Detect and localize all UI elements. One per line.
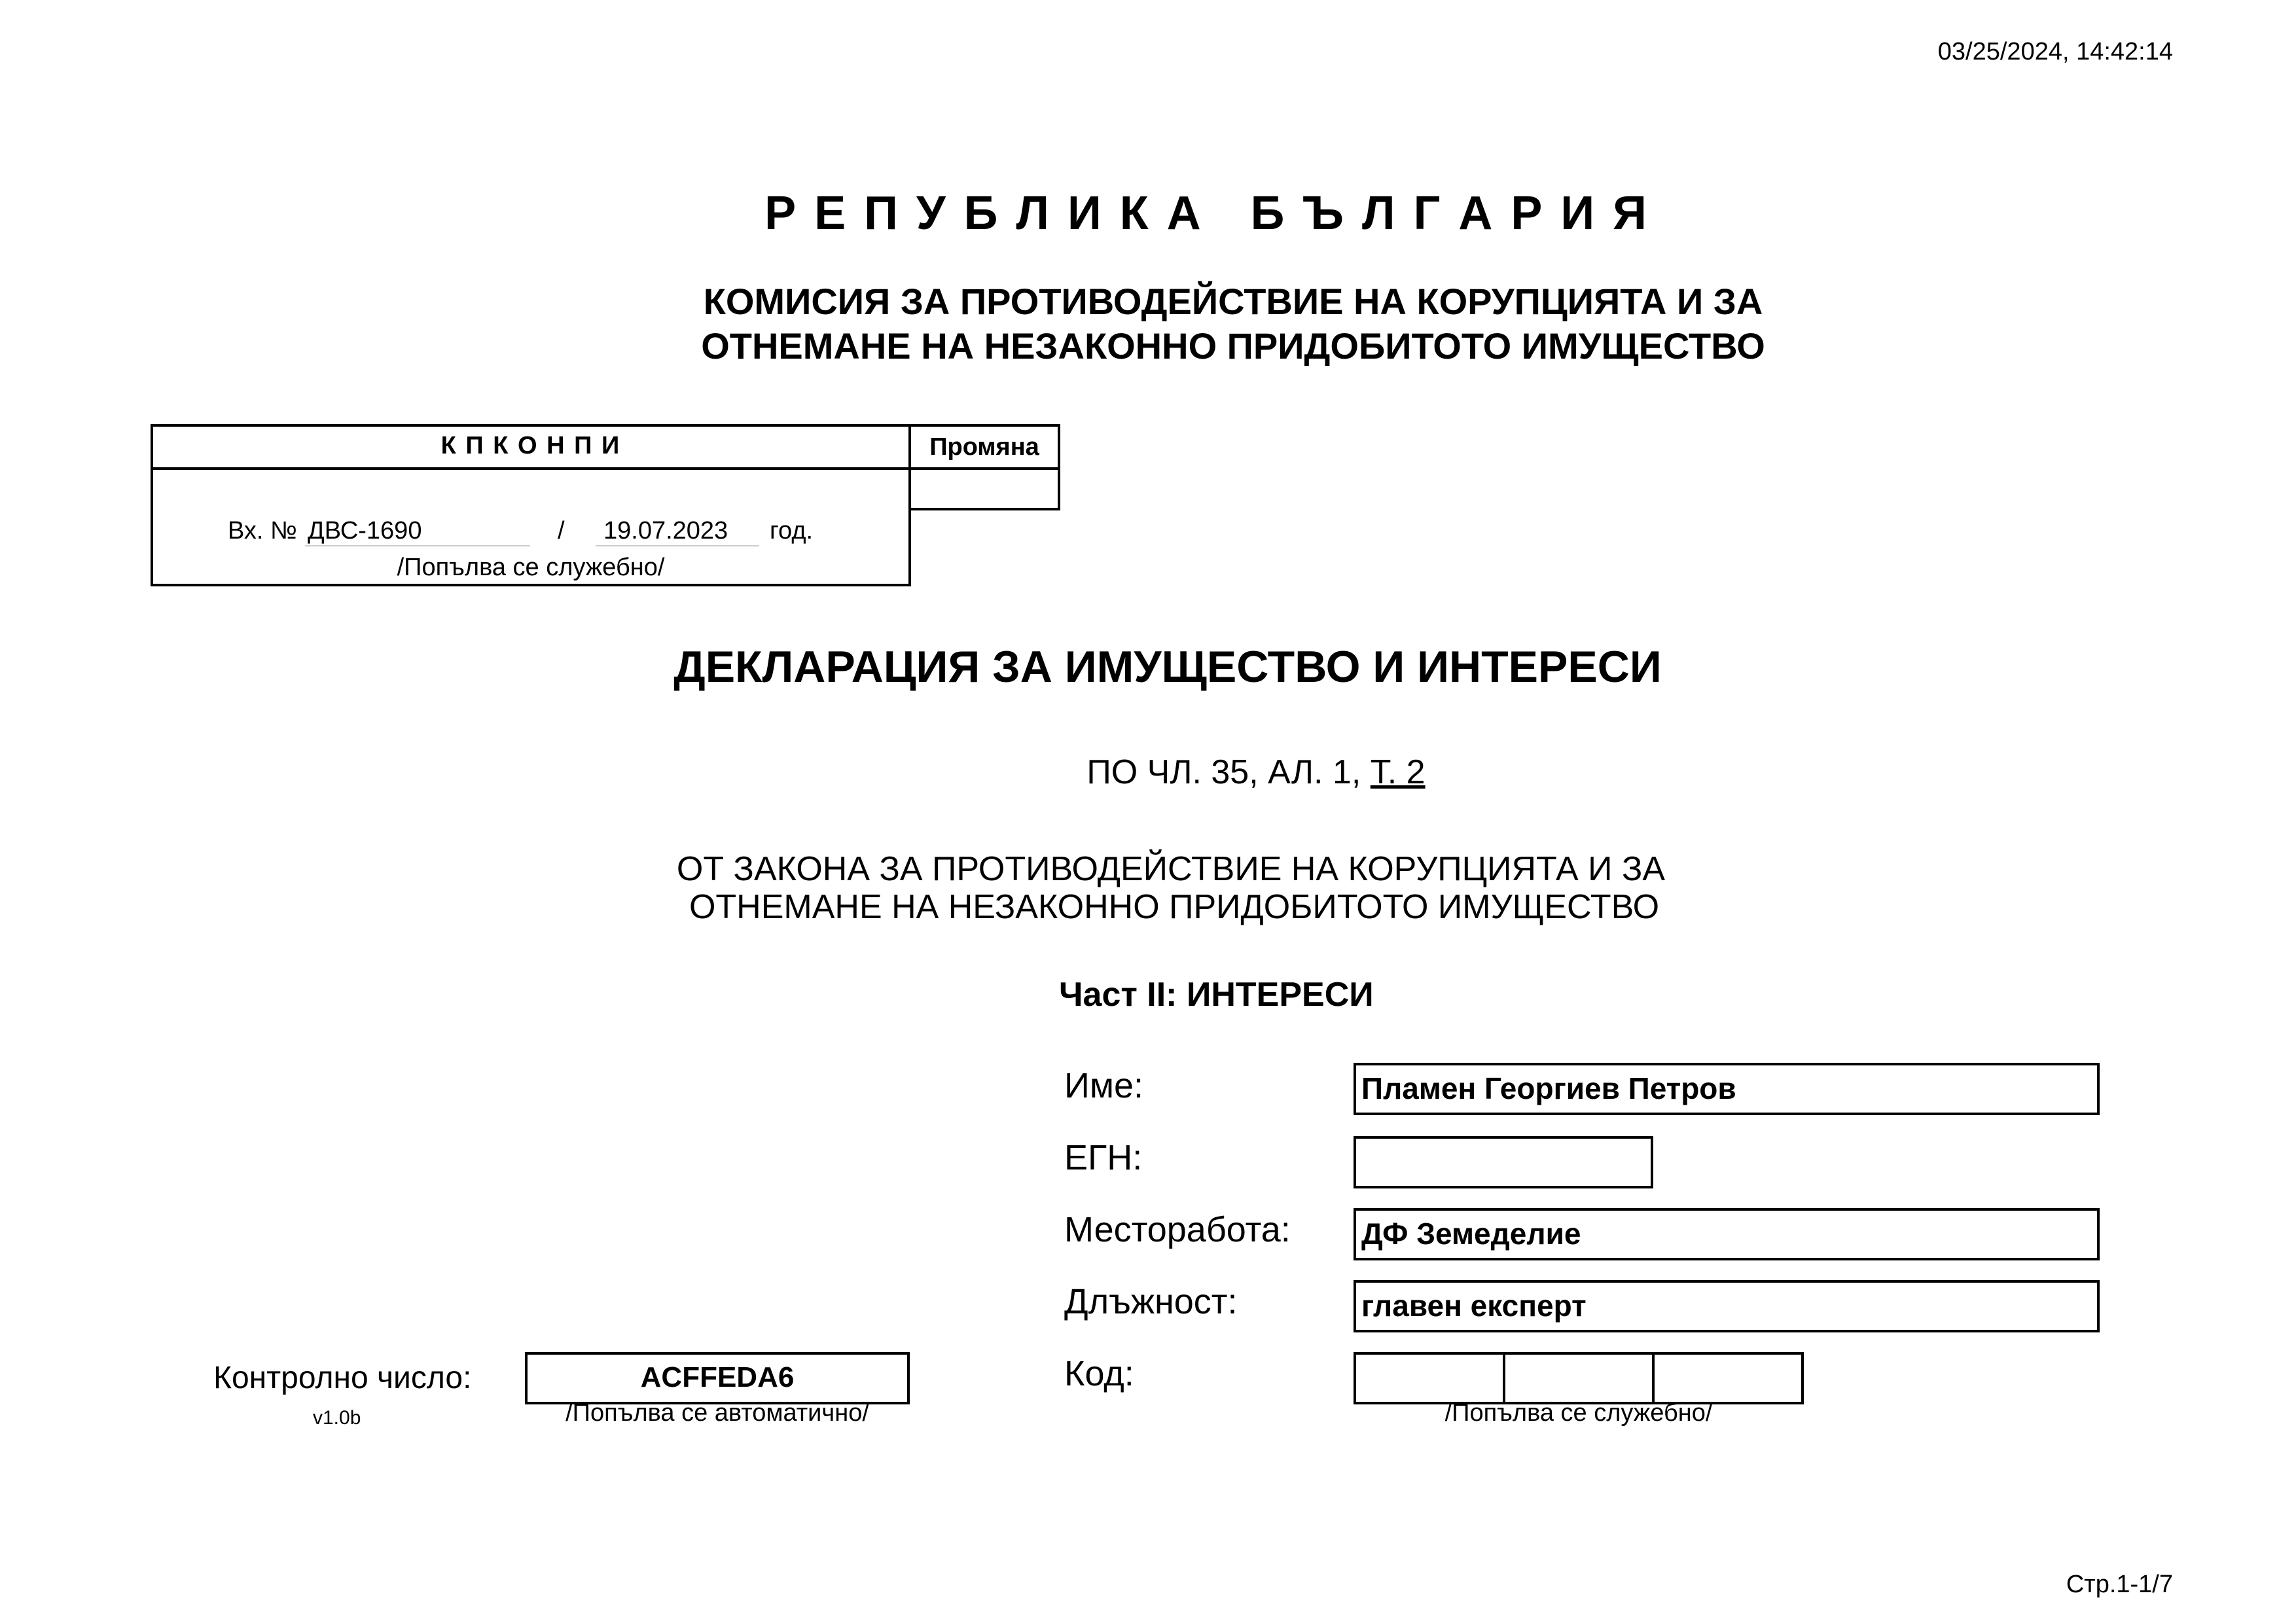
code-field-1[interactable]: [1354, 1352, 1505, 1404]
article-reference: [0, 753, 2296, 792]
part-title: Част II: ИНТЕРЕСИ: [1059, 976, 1374, 1014]
change-label: Промяна: [929, 433, 1039, 461]
date-separator: /: [558, 517, 565, 544]
name-label: Име:: [1064, 1066, 1143, 1105]
page-number: Стр.1-1/7: [2066, 1571, 2173, 1598]
registry-box: [151, 424, 911, 586]
control-label: Контролно число:: [213, 1361, 472, 1395]
egn-label: ЕГН:: [1064, 1138, 1143, 1177]
in-no-label: Вх. №: [228, 517, 297, 544]
control-number-field: ACFFEDA6: [525, 1352, 910, 1404]
position-field[interactable]: главен експерт: [1354, 1280, 2100, 1332]
article-point: Т. 2: [1370, 753, 1426, 791]
version-label: v1.0b: [313, 1407, 361, 1429]
code-field-3[interactable]: [1652, 1352, 1804, 1404]
auto-note: /Попълва се автоматично/: [565, 1399, 869, 1427]
workplace-label: Месторабота:: [1064, 1210, 1291, 1249]
code-label: Код:: [1064, 1354, 1134, 1393]
name-field[interactable]: Пламен Георгиев Петров: [1354, 1063, 2100, 1115]
change-divider: [911, 467, 1058, 470]
year-label: год.: [770, 517, 814, 544]
in-no-value: ДВС-1690: [305, 517, 530, 546]
commission-line-2: ОТНЕМАНЕ НА НЕЗАКОННО ПРИДОБИТОТО ИМУЩЕСТВО: [701, 325, 1765, 366]
registry-org: К П К О Н П И: [440, 432, 621, 459]
law-line-1: ОТ ЗАКОНА ЗА ПРОТИВОДЕЙСТВИЕ НА КОРУПЦИЯТА И ЗА: [676, 850, 1666, 888]
change-box: [908, 424, 1060, 510]
position-label: Длъжност:: [1064, 1282, 1238, 1321]
law-line-2: ОТНЕМАНЕ НА НЕЗАКОННО ПРИДОБИТОТО ИМУЩЕСТВО: [689, 888, 1660, 926]
code-field-2[interactable]: [1503, 1352, 1655, 1404]
commission-line-1: КОМИСИЯ ЗА ПРОТИВОДЕЙСТВИЕ НА КОРУПЦИЯТА И ЗА: [703, 281, 1763, 322]
change-value: [911, 473, 1058, 507]
registry-divider: [153, 467, 908, 470]
egn-field[interactable]: [1354, 1136, 1653, 1188]
timestamp: 03/25/2024, 14:42:14: [1937, 38, 2173, 65]
code-note: /Попълва се служебно/: [1444, 1399, 1713, 1427]
article-prefix: ПО ЧЛ. 35, АЛ. 1,: [1086, 753, 1371, 791]
country-title: Р Е П У Б Л И К А Б Ъ Л Г А Р И Я: [764, 187, 1649, 240]
date-value: 19.07.2023: [596, 517, 759, 546]
declaration-title: ДЕКЛАРАЦИЯ ЗА ИМУЩЕСТВО И ИНТЕРЕСИ: [673, 642, 1662, 692]
workplace-field[interactable]: ДФ Земеделие: [1354, 1208, 2100, 1260]
official-note: /Попълва се служебно/: [397, 554, 665, 581]
